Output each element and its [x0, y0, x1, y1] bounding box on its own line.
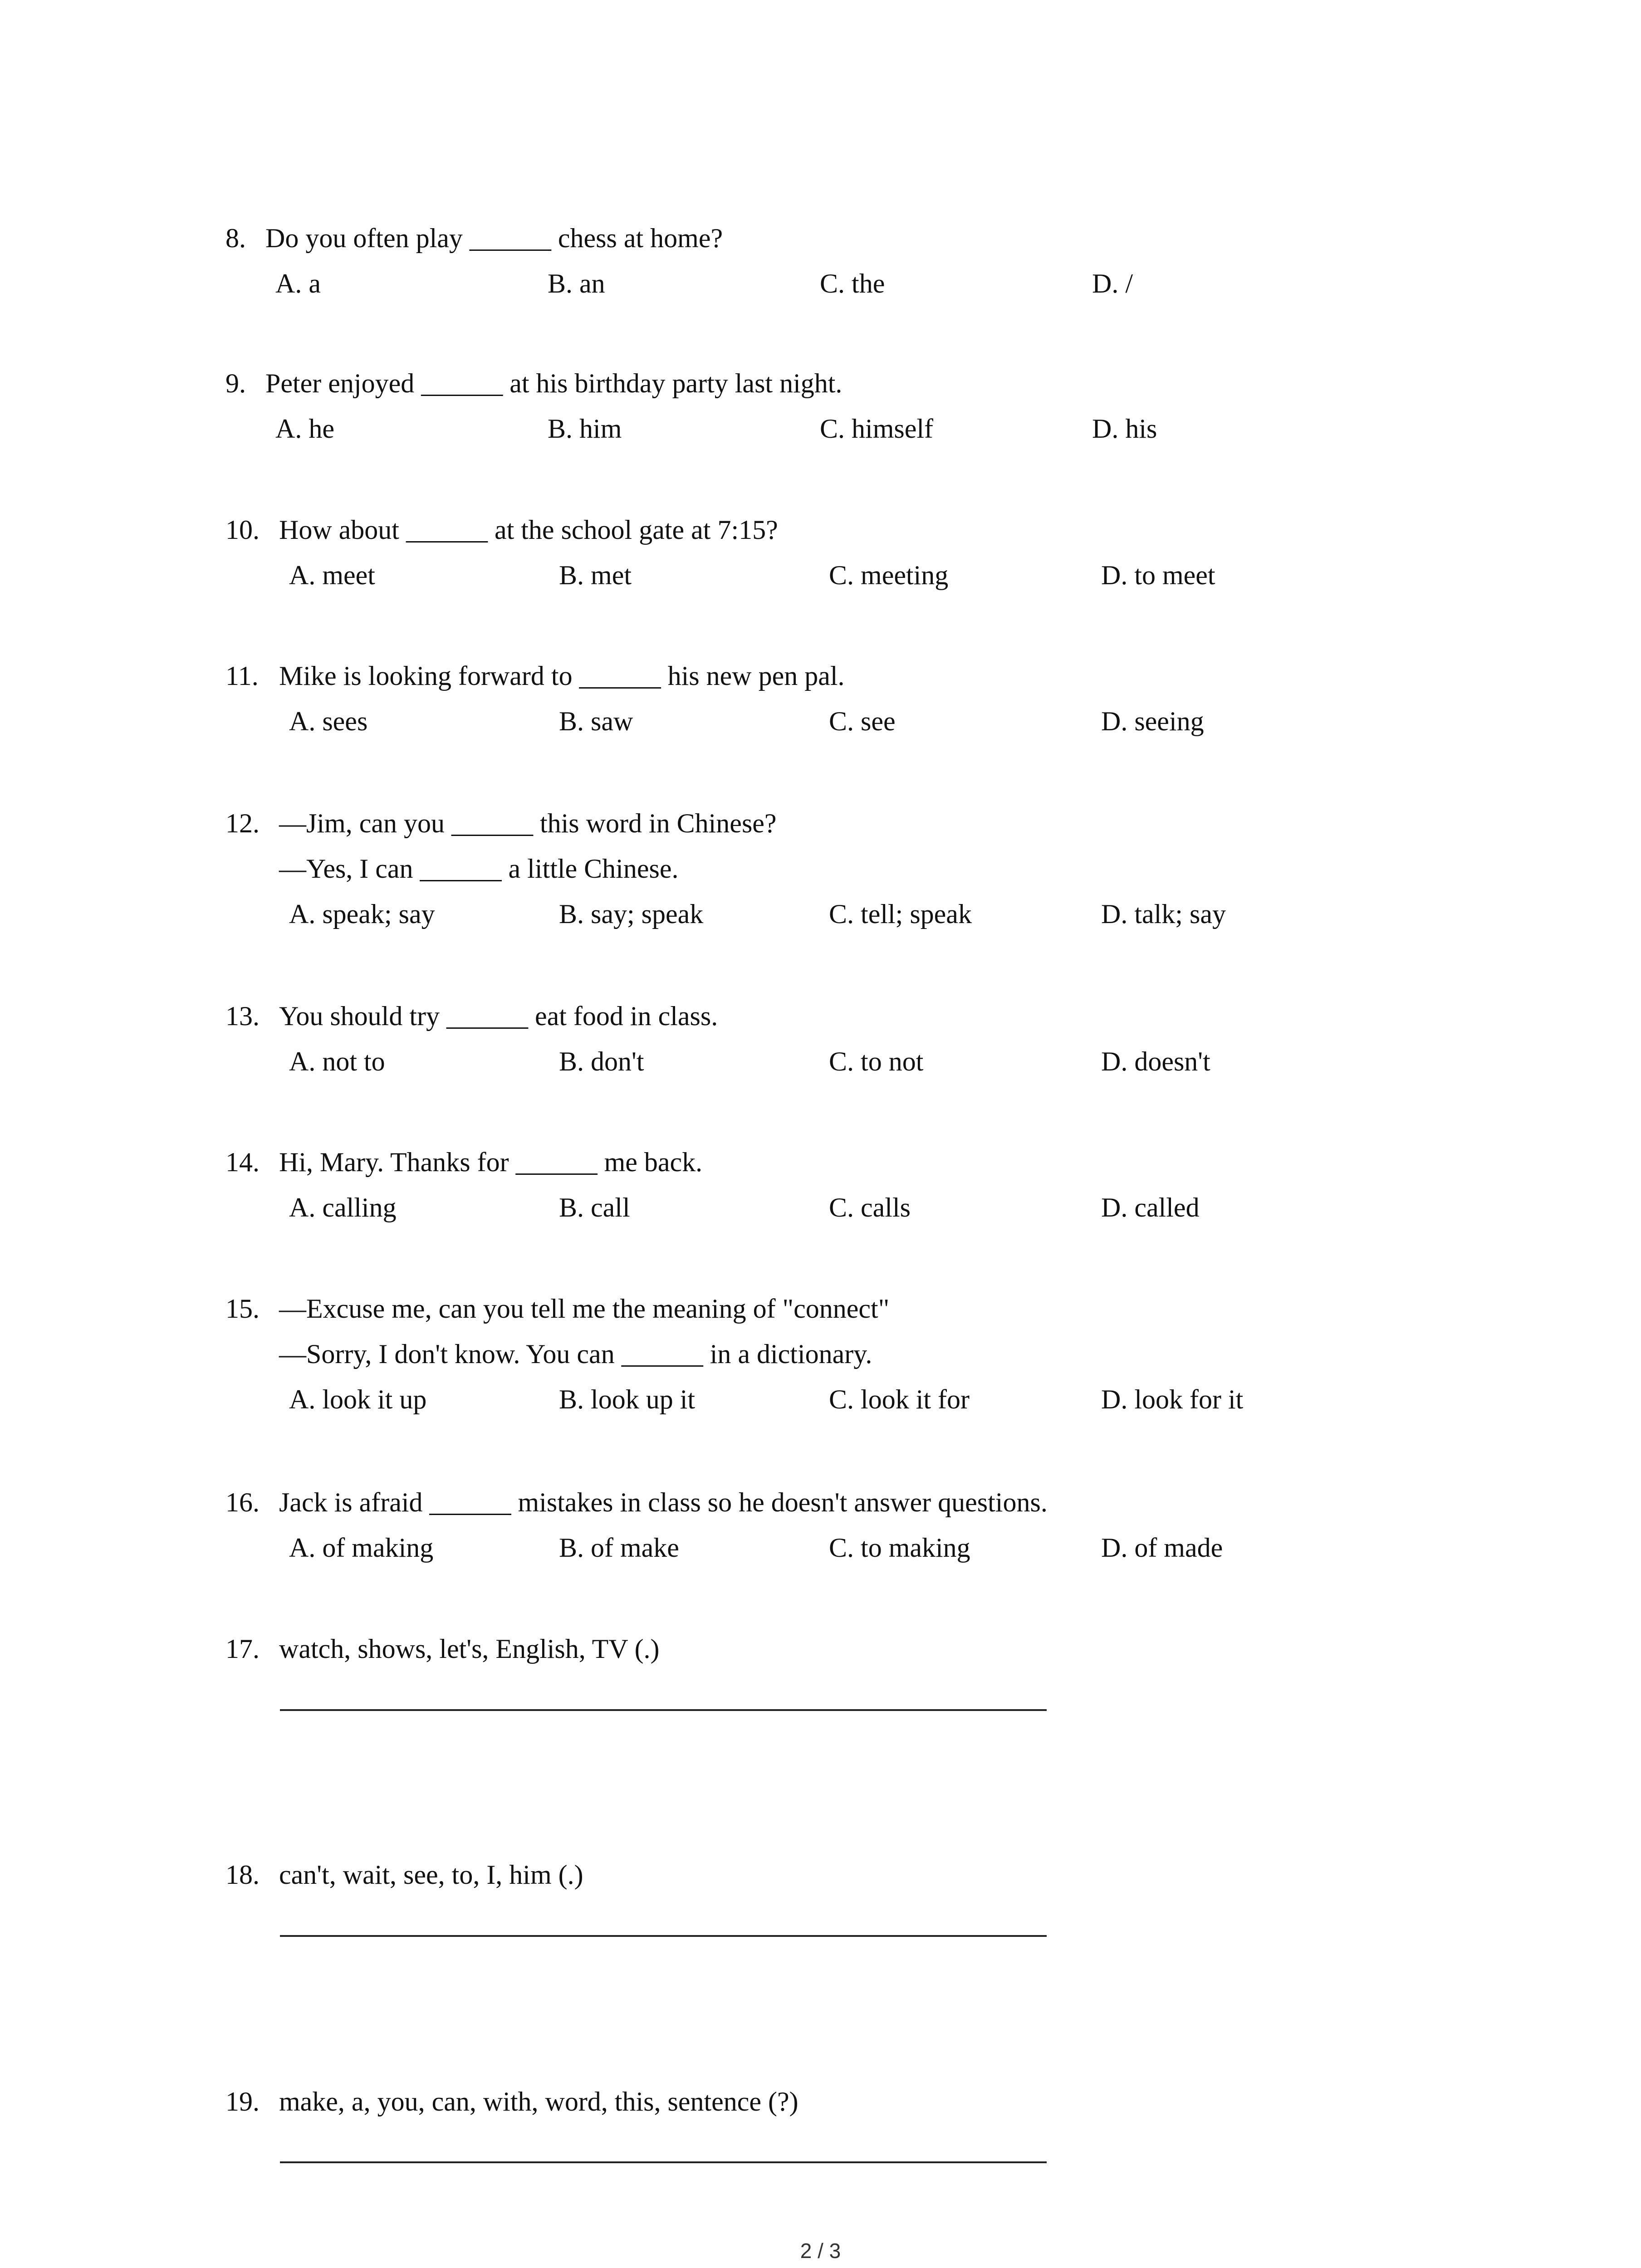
option-a: A. not to — [289, 1046, 385, 1076]
option-a: A. speak; say — [289, 899, 435, 929]
option-d: D. seeing — [1101, 706, 1204, 736]
option-c: C. to making — [829, 1533, 970, 1563]
option-c: C. calls — [829, 1193, 911, 1222]
option-c: C. tell; speak — [829, 899, 972, 929]
options-row — [289, 552, 1215, 598]
options-row — [289, 699, 1204, 744]
question-number: 8. — [225, 223, 246, 253]
question-stem-reply: —Sorry, I don't know. You can ______ in a dictionary. — [279, 1339, 872, 1369]
question-13 — [225, 993, 1210, 1084]
option-d: D. / — [1092, 269, 1133, 298]
question-stem: Hi, Mary. Thanks for ______ me back. — [279, 1147, 703, 1177]
question-number: 11. — [225, 661, 259, 691]
option-d: D. of made — [1101, 1533, 1223, 1563]
question-number: 19. — [225, 2087, 260, 2116]
question-number: 15. — [225, 1294, 260, 1324]
option-a: A. sees — [289, 706, 368, 736]
option-b: B. look up it — [559, 1384, 696, 1414]
option-d: D. talk; say — [1101, 899, 1226, 929]
option-d: D. to meet — [1101, 560, 1215, 590]
answer-line-19[interactable] — [280, 2161, 1047, 2163]
question-stem: Mike is looking forward to ______ his new pen pal. — [279, 661, 845, 691]
option-a: A. a — [275, 269, 321, 298]
option-b: B. an — [548, 269, 605, 298]
option-a: A. calling — [289, 1193, 397, 1222]
question-number: 17. — [225, 1634, 260, 1664]
ordering-question-18 — [225, 1852, 583, 1897]
option-a: A. meet — [289, 560, 375, 590]
ordering-question-19 — [225, 2079, 798, 2124]
question-number: 10. — [225, 515, 260, 545]
question-10 — [225, 507, 1215, 598]
question-number: 14. — [225, 1147, 260, 1177]
question-number: 9. — [225, 368, 246, 398]
question-stem: Peter enjoyed ______ at his birthday party last night. — [265, 368, 843, 398]
options-row — [289, 1525, 1223, 1570]
question-8 — [225, 215, 1133, 306]
option-c: C. the — [820, 269, 885, 298]
word-list: watch, shows, let's, English, TV (.) — [279, 1634, 660, 1664]
option-c: C. himself — [820, 414, 933, 444]
option-b: B. say; speak — [559, 899, 704, 929]
option-b: B. met — [559, 560, 632, 590]
question-15 — [225, 1286, 1244, 1422]
options-row — [275, 261, 1133, 306]
question-9 — [225, 361, 1157, 451]
answer-line-17[interactable] — [280, 1709, 1047, 1711]
option-b: B. him — [548, 414, 622, 444]
option-d: D. doesn't — [1101, 1046, 1210, 1076]
question-number: 16. — [225, 1487, 260, 1517]
option-b: B. of make — [559, 1533, 679, 1563]
options-row — [289, 1039, 1210, 1084]
option-b: B. call — [559, 1193, 630, 1222]
question-number: 13. — [225, 1001, 260, 1031]
option-b: B. don't — [559, 1046, 644, 1076]
ordering-question-17 — [225, 1626, 660, 1672]
word-list: can't, wait, see, to, I, him (.) — [279, 1860, 583, 1890]
question-stem: Do you often play ______ chess at home? — [265, 223, 723, 253]
answer-line-18[interactable] — [280, 1935, 1047, 1937]
question-11 — [225, 653, 1204, 744]
option-a: A. he — [275, 414, 334, 444]
question-16 — [225, 1480, 1223, 1570]
question-number: 18. — [225, 1860, 260, 1890]
question-14 — [225, 1139, 1200, 1230]
question-stem: —Excuse me, can you tell me the meaning of "connect" — [279, 1294, 890, 1324]
option-c: C. look it for — [829, 1384, 970, 1414]
option-d: D. his — [1092, 414, 1157, 444]
question-stem: —Jim, can you ______ this word in Chinese? — [279, 808, 777, 838]
option-d: D. look for it — [1101, 1384, 1244, 1414]
option-c: C. to not — [829, 1046, 924, 1076]
options-row — [289, 891, 1226, 937]
question-12 — [225, 801, 1226, 937]
question-stem: How about ______ at the school gate at 7:15? — [279, 515, 778, 545]
word-list: make, a, you, can, with, word, this, sentence (?) — [279, 2087, 798, 2116]
option-c: C. see — [829, 706, 896, 736]
page-number: 2 / 3 — [800, 2239, 841, 2263]
question-stem-reply: —Yes, I can ______ a little Chinese. — [279, 854, 679, 884]
question-stem: Jack is afraid ______ mistakes in class so he doesn't answer questions. — [279, 1487, 1048, 1517]
option-b: B. saw — [559, 706, 633, 736]
option-c: C. meeting — [829, 560, 949, 590]
options-row — [275, 406, 1157, 451]
question-number: 12. — [225, 808, 260, 838]
options-row — [289, 1185, 1200, 1230]
option-a: A. of making — [289, 1533, 434, 1563]
option-a: A. look it up — [289, 1384, 427, 1414]
options-row — [289, 1377, 1244, 1422]
option-d: D. called — [1101, 1193, 1200, 1222]
question-stem: You should try ______ eat food in class. — [279, 1001, 718, 1031]
